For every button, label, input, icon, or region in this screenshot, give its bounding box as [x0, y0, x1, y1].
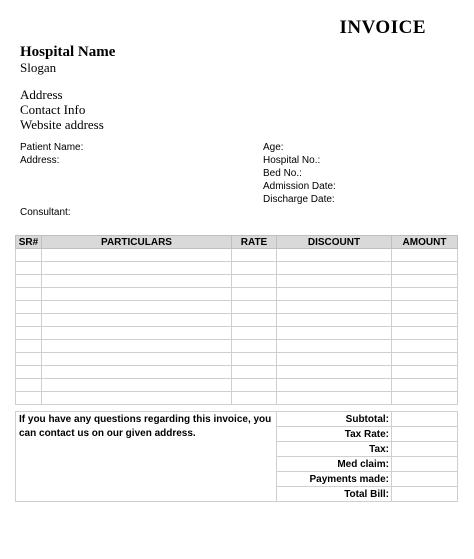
discount-cell[interactable] [277, 288, 392, 301]
rate-cell[interactable] [232, 249, 277, 262]
sr-cell[interactable] [16, 379, 42, 392]
consultant-label: Consultant: [20, 207, 71, 218]
particulars-cell[interactable] [42, 340, 232, 353]
table-row [16, 249, 458, 262]
sr-cell[interactable] [16, 353, 42, 366]
discount-cell[interactable] [277, 301, 392, 314]
amount-cell[interactable] [392, 249, 458, 262]
total-bill-value[interactable] [392, 487, 458, 502]
amount-cell[interactable] [392, 353, 458, 366]
sr-cell[interactable] [16, 392, 42, 405]
sr-cell[interactable] [16, 340, 42, 353]
amount-cell[interactable] [392, 275, 458, 288]
totals-table [15, 411, 458, 502]
age-label: Age: [263, 142, 284, 153]
website-line: Website address [20, 117, 104, 132]
sr-cell[interactable] [16, 301, 42, 314]
patient-name-label: Patient Name: [20, 142, 84, 153]
particulars-cell[interactable] [42, 262, 232, 275]
table-row [16, 275, 458, 288]
col-header-rate: RATE [232, 236, 277, 249]
subtotal-label: Subtotal: [277, 412, 392, 427]
particulars-cell[interactable] [42, 392, 232, 405]
particulars-cell[interactable] [42, 379, 232, 392]
col-header-discount: DISCOUNT [277, 236, 392, 249]
particulars-cell[interactable] [42, 366, 232, 379]
rate-cell[interactable] [232, 262, 277, 275]
slogan: Slogan [20, 60, 57, 75]
amount-cell[interactable] [392, 379, 458, 392]
discharge-date-label: Discharge Date: [263, 194, 335, 205]
items-table [15, 235, 458, 405]
discount-cell[interactable] [277, 353, 392, 366]
rate-cell[interactable] [232, 392, 277, 405]
discount-cell[interactable] [277, 262, 392, 275]
table-row [16, 353, 458, 366]
amount-cell[interactable] [392, 314, 458, 327]
sr-cell[interactable] [16, 327, 42, 340]
table-row [16, 379, 458, 392]
tax-rate-label: Tax Rate: [277, 427, 392, 442]
sr-cell[interactable] [16, 262, 42, 275]
rate-cell[interactable] [232, 275, 277, 288]
table-row [16, 288, 458, 301]
hospital-no-label: Hospital No.: [263, 155, 321, 166]
amount-cell[interactable] [392, 262, 458, 275]
amount-cell[interactable] [392, 392, 458, 405]
rate-cell[interactable] [232, 353, 277, 366]
table-row [16, 262, 458, 275]
invoice-title: INVOICE [339, 17, 426, 38]
particulars-cell[interactable] [42, 275, 232, 288]
table-row [16, 366, 458, 379]
discount-cell[interactable] [277, 366, 392, 379]
particulars-cell[interactable] [42, 353, 232, 366]
discount-cell[interactable] [277, 340, 392, 353]
contact-line: Contact Info [20, 102, 86, 117]
table-row [16, 301, 458, 314]
rate-cell[interactable] [232, 379, 277, 392]
amount-cell[interactable] [392, 288, 458, 301]
admission-date-label: Admission Date: [263, 181, 336, 192]
med-claim-label: Med claim: [277, 457, 392, 472]
subtotal-value[interactable] [392, 412, 458, 427]
payments-made-label: Payments made: [277, 472, 392, 487]
table-row [16, 327, 458, 340]
discount-cell[interactable] [277, 314, 392, 327]
amount-cell[interactable] [392, 366, 458, 379]
particulars-cell[interactable] [42, 314, 232, 327]
discount-cell[interactable] [277, 249, 392, 262]
discount-cell[interactable] [277, 275, 392, 288]
col-header-amount: AMOUNT [392, 236, 458, 249]
hospital-name: Hospital Name [20, 44, 116, 60]
particulars-cell[interactable] [42, 327, 232, 340]
table-row [16, 314, 458, 327]
discount-cell[interactable] [277, 327, 392, 340]
payments-made-value[interactable] [392, 472, 458, 487]
discount-cell[interactable] [277, 379, 392, 392]
rate-cell[interactable] [232, 340, 277, 353]
particulars-cell[interactable] [42, 249, 232, 262]
rate-cell[interactable] [232, 314, 277, 327]
med-claim-value[interactable] [392, 457, 458, 472]
table-row [16, 340, 458, 353]
particulars-cell[interactable] [42, 301, 232, 314]
rate-cell[interactable] [232, 301, 277, 314]
rate-cell[interactable] [232, 327, 277, 340]
contact-message: If you have any questions regarding this invoice, you can contact us on our given address. [16, 412, 277, 502]
tax-value[interactable] [392, 442, 458, 457]
amount-cell[interactable] [392, 301, 458, 314]
bed-no-label: Bed No.: [263, 168, 302, 179]
sr-cell[interactable] [16, 275, 42, 288]
address-block [20, 87, 104, 132]
rate-cell[interactable] [232, 366, 277, 379]
amount-cell[interactable] [392, 340, 458, 353]
col-header-sr: SR# [16, 236, 42, 249]
items-header-row [16, 236, 458, 249]
sr-cell[interactable] [16, 366, 42, 379]
patient-address-label: Address: [20, 155, 60, 166]
table-row [16, 392, 458, 405]
address-line: Address [20, 87, 63, 102]
particulars-cell[interactable] [42, 288, 232, 301]
sr-cell[interactable] [16, 288, 42, 301]
rate-cell[interactable] [232, 288, 277, 301]
col-header-particulars: PARTICULARS [42, 236, 232, 249]
amount-cell[interactable] [392, 327, 458, 340]
sr-cell[interactable] [16, 314, 42, 327]
sr-cell[interactable] [16, 249, 42, 262]
tax-label: Tax: [277, 442, 392, 457]
tax-rate-value[interactable] [392, 427, 458, 442]
total-bill-label: Total Bill: [277, 487, 392, 502]
discount-cell[interactable] [277, 392, 392, 405]
